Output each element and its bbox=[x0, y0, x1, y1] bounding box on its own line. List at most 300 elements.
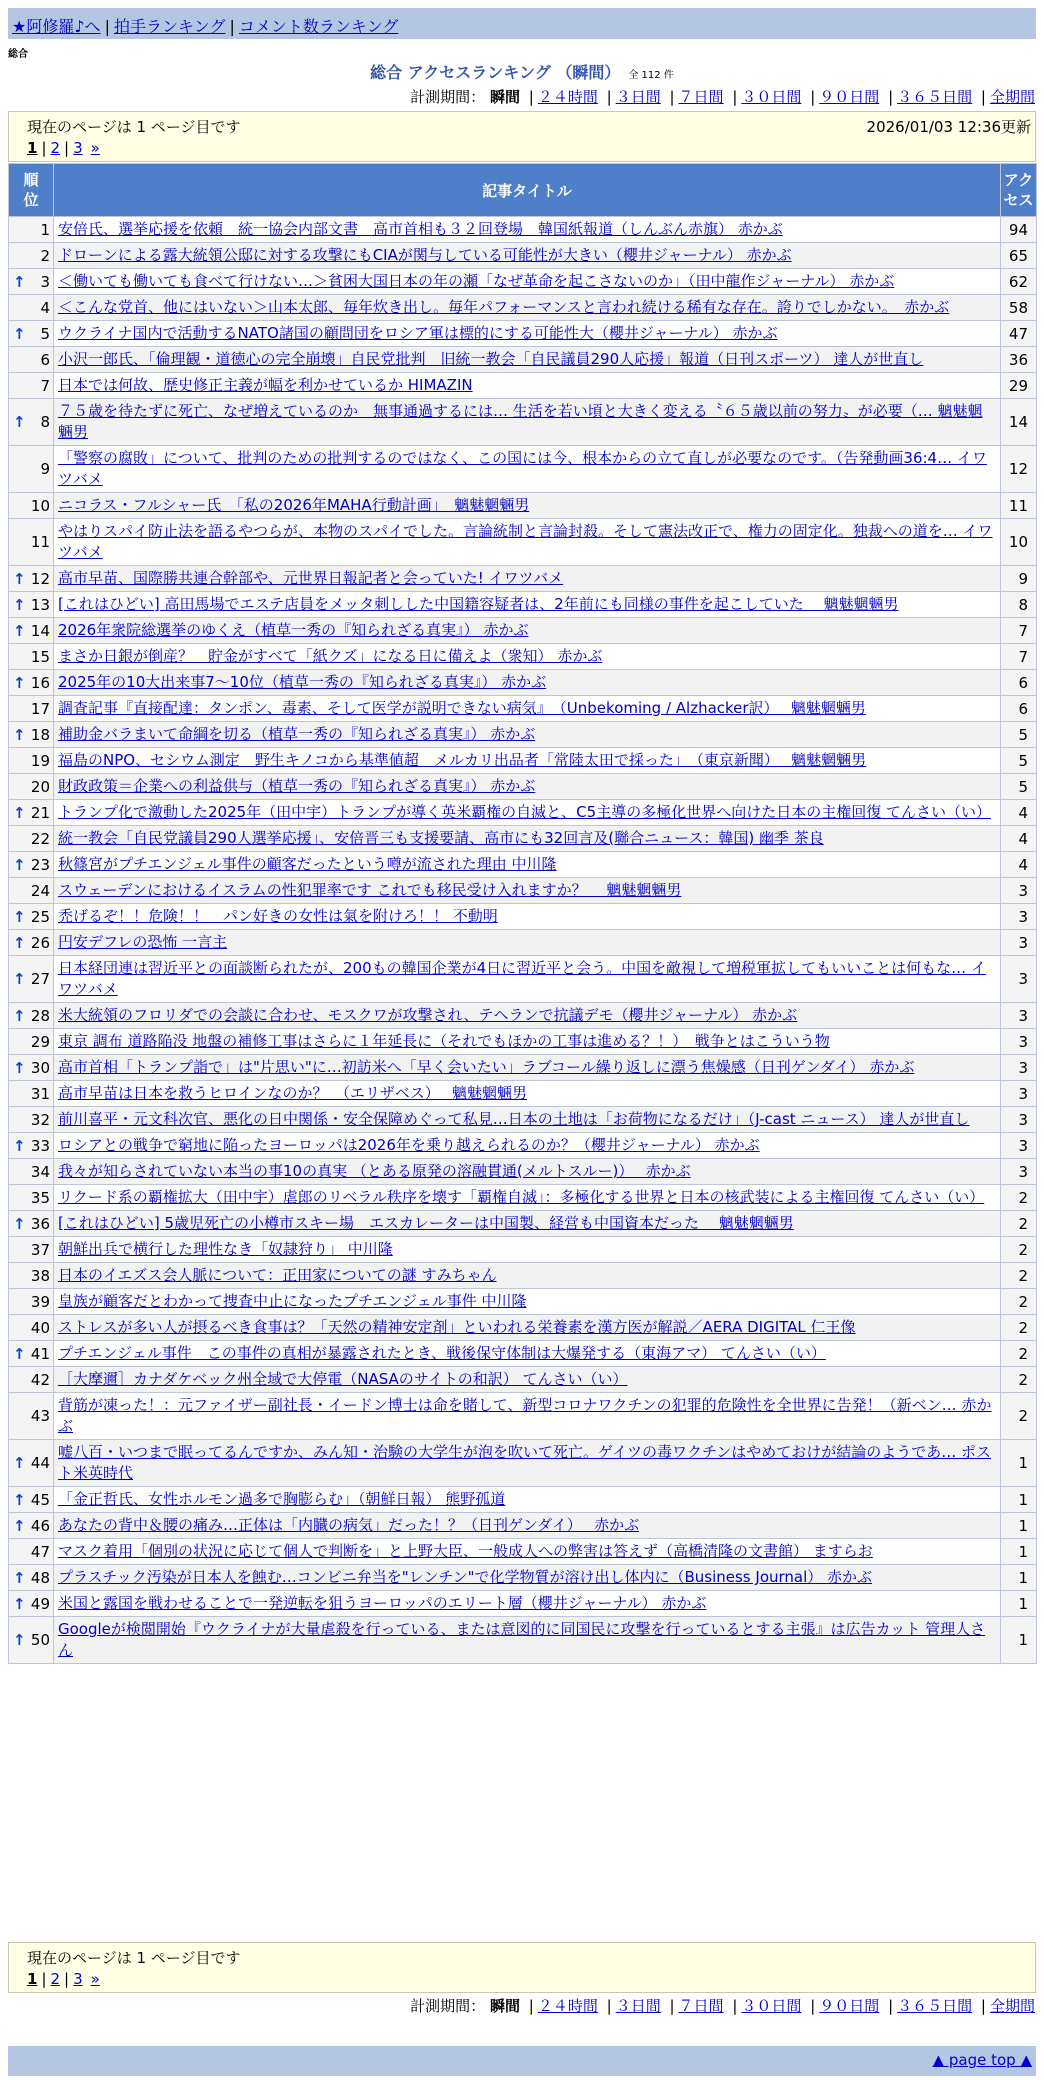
article-title-link[interactable]: 2025年の10大出来事7〜10位（植草一秀の『知られざる真実』） 赤かぶ bbox=[58, 673, 547, 691]
rank-number: 8 bbox=[40, 413, 50, 431]
access-count: 7 bbox=[1001, 644, 1037, 670]
table-row bbox=[9, 1539, 1037, 1565]
table-row bbox=[9, 243, 1037, 269]
up-arrow-icon: ↑ bbox=[13, 725, 26, 744]
access-count: 2 bbox=[1001, 1367, 1037, 1393]
period-option-all[interactable]: 全期間 bbox=[989, 88, 1035, 106]
rank-cell bbox=[9, 644, 54, 670]
table-row bbox=[9, 1081, 1037, 1107]
rank-cell bbox=[9, 774, 54, 800]
rank-cell bbox=[9, 904, 54, 930]
title-cell bbox=[54, 399, 1001, 446]
title-cell bbox=[54, 800, 1001, 826]
access-count: 36 bbox=[1001, 347, 1037, 373]
title-cell bbox=[54, 295, 1001, 321]
table-row bbox=[9, 1003, 1037, 1029]
article-title-link[interactable]: Googleが検閲開始『ウクライナが大量虐殺を行っている、または意図的に同国民に攻撃を行っているとする主張』は広告カット 管理人さん bbox=[58, 1620, 986, 1659]
article-title-link[interactable]: プラスチック汚染が日本人を蝕む…コンビニ弁当を"レンチン"で化学物質が溶け出し体内に（Business Journal） 赤かぶ bbox=[58, 1568, 873, 1586]
access-count: 94 bbox=[1001, 217, 1037, 243]
title-cell bbox=[54, 243, 1001, 269]
title-cell bbox=[54, 644, 1001, 670]
rank-number: 47 bbox=[30, 1542, 50, 1561]
access-count: 65 bbox=[1001, 243, 1037, 269]
title-cell bbox=[54, 1565, 1001, 1591]
article-title-link[interactable]: 前川喜平・元文科次官、悪化の日中関係・安全保障めぐって私見…日本の土地は「お荷物になるだけ」（J-cast ニュース） 達人が世直し bbox=[58, 1110, 970, 1128]
period-selector: 計測期間： 瞬間 | ２４時間 | ３日間 | ７日間 | ３０日間 | ９０日間 | ３６５日間 | 全期間 bbox=[410, 88, 1035, 106]
title-cell bbox=[54, 1055, 1001, 1081]
period-option-7d[interactable]: ７日間 bbox=[678, 1997, 724, 2015]
period-selector-bottom: 計測期間： 瞬間 | ２４時間 | ３日間 | ７日間 | ３０日間 | ９０日間 | ３６５日間 | 全期間 bbox=[410, 1997, 1035, 2015]
period-option-7d[interactable]: ７日間 bbox=[678, 88, 724, 106]
access-count: 4 bbox=[1001, 826, 1037, 852]
access-count: 1 bbox=[1001, 1440, 1037, 1487]
period-option-all[interactable]: 全期間 bbox=[989, 1997, 1035, 2015]
comment-ranking-link[interactable]: コメント数ランキング bbox=[238, 17, 399, 36]
page-link-3[interactable]: 3 bbox=[73, 1970, 83, 1988]
rank-number: 15 bbox=[30, 647, 50, 666]
page-message: 現在のページは 1 ページ目です bbox=[27, 1949, 241, 1967]
title-cell bbox=[54, 852, 1001, 878]
rank-number: 10 bbox=[30, 496, 50, 515]
page-link-3[interactable]: 3 bbox=[73, 139, 83, 157]
title-cell bbox=[54, 1185, 1001, 1211]
ranking-table bbox=[8, 163, 1037, 1664]
rank-number: 44 bbox=[30, 1454, 50, 1472]
article-title-link[interactable]: 財政政策＝企業への利益供与（植草一秀の『知られざる真実』） 赤かぶ bbox=[58, 777, 536, 795]
updated-time: 2026/01/03 12:36更新 bbox=[866, 118, 1031, 136]
title-cell bbox=[54, 1237, 1001, 1263]
table-row bbox=[9, 956, 1037, 1003]
article-title-link[interactable]: スウェーデンにおけるイスラムの性犯罪率です これでも移民受け入れますか？ 魑魅魍魎男 bbox=[58, 881, 682, 899]
title-cell bbox=[54, 1513, 1001, 1539]
rank-number: 9 bbox=[40, 460, 50, 478]
access-count: 3 bbox=[1001, 1029, 1037, 1055]
article-title-link[interactable]: 高市早苗は日本を救うヒロインなのか？ （エリザベス） 魑魅魍魎男 bbox=[58, 1084, 528, 1102]
rank-number: 49 bbox=[30, 1594, 50, 1613]
article-title-link[interactable]: 調査記事『直接配達：タンポン、毒素、そして医学が説明できない病気』 （Unbekoming / Alzhacker訳） 魑魅魍魎男 bbox=[58, 699, 866, 717]
article-title-link[interactable]: マスク着用「個別の状況に応じて個人で判断を」と上野大臣、一般成人への弊害は答えず（高橋清隆の文書館） ますらお bbox=[58, 1542, 873, 1560]
table-row bbox=[9, 904, 1037, 930]
rank-cell bbox=[9, 1315, 54, 1341]
rank-number: 4 bbox=[40, 298, 50, 317]
rank-cell bbox=[9, 1107, 54, 1133]
rank-number: 25 bbox=[30, 907, 50, 926]
rank-number: 1 bbox=[40, 220, 50, 239]
rank-number: 48 bbox=[30, 1568, 50, 1587]
table-row bbox=[9, 670, 1037, 696]
rank-cell bbox=[9, 347, 54, 373]
rank-cell bbox=[9, 1003, 54, 1029]
period-option-365d[interactable]: ３６５日間 bbox=[897, 88, 973, 106]
access-count: 1 bbox=[1001, 1591, 1037, 1617]
access-count: 9 bbox=[1001, 566, 1037, 592]
title-cell bbox=[54, 1393, 1001, 1440]
rank-cell bbox=[9, 618, 54, 644]
period-option-365d[interactable]: ３６５日間 bbox=[897, 1997, 973, 2015]
article-title-link[interactable]: 高市早苗、国際勝共連合幹部や、元世界日報記者と会っていた! イワツバメ bbox=[58, 569, 564, 587]
access-count: 2 bbox=[1001, 1185, 1037, 1211]
access-count: 58 bbox=[1001, 295, 1037, 321]
access-count: 2 bbox=[1001, 1315, 1037, 1341]
access-count: 5 bbox=[1001, 748, 1037, 774]
rank-cell bbox=[9, 1185, 54, 1211]
next-page-link[interactable]: » bbox=[90, 1970, 100, 1988]
access-count: 47 bbox=[1001, 321, 1037, 347]
rank-number: 16 bbox=[30, 673, 50, 692]
article-title-link[interactable]: 補助金バラまいて命綱を切る（植草一秀の『知られざる真実』） 赤かぶ bbox=[58, 725, 536, 743]
title-cell bbox=[54, 722, 1001, 748]
nav-separator: | bbox=[104, 17, 110, 36]
rank-number: 32 bbox=[30, 1110, 50, 1129]
page-top-link[interactable]: ▲ page top ▲ bbox=[932, 2051, 1032, 2069]
article-title-link[interactable]: あなたの背中＆腰の痛み…正体は「内臓の病気」だった！？（日刊ゲンダイ） 赤かぶ bbox=[58, 1516, 640, 1534]
article-title-link[interactable]: 米大統領のフロリダでの会談に合わせ、モスクワが攻撃され、テヘランで抗議デモ（櫻井ジャーナル） 赤かぶ bbox=[58, 1006, 798, 1024]
access-count: 1 bbox=[1001, 1487, 1037, 1513]
article-title-link[interactable]: リクード系の覇権拡大（田中宇）虐郎のリベラル秩序を壊す「覇権自滅」：多極化する世界と日本の核武装による主権回復 てんさい（い） bbox=[58, 1188, 985, 1206]
table-row bbox=[9, 618, 1037, 644]
rank-number: 39 bbox=[30, 1292, 50, 1311]
access-count: 3 bbox=[1001, 1107, 1037, 1133]
rank-cell bbox=[9, 1513, 54, 1539]
rank-cell bbox=[9, 1539, 54, 1565]
table-row bbox=[9, 1341, 1037, 1367]
header-rank: 順位 bbox=[9, 164, 54, 217]
article-title-link[interactable]: トランプ化で激動した2025年（田中宇）トランプが導く英米覇権の自滅と、C5主導の多極化世界へ向けた日本の主権回復 てんさい（い） bbox=[58, 803, 991, 821]
table-row bbox=[9, 566, 1037, 592]
page-link-2[interactable]: 2 bbox=[50, 139, 61, 157]
article-title-link[interactable]: 皇族が顧客だとわかって捜査中止になったプチエンジェル事件 中川隆 bbox=[58, 1292, 527, 1310]
access-count: 3 bbox=[1001, 956, 1037, 1003]
period-current: 瞬間 bbox=[489, 88, 520, 106]
article-title-link[interactable]: 「警察の腐敗」について、批判のための批判するのではなく、この国には今、根本からの立て直しが必要なのです。（告発動画36:4… イワツバメ bbox=[58, 449, 987, 488]
rank-number: 31 bbox=[30, 1084, 50, 1103]
title-cell bbox=[54, 1003, 1001, 1029]
table-row bbox=[9, 1487, 1037, 1513]
article-title-link[interactable]: 小沢一郎氏、「倫理観・道徳心の完全崩壊」自民党批判 旧統一教会「自民議員290人応援」報道（日刊スポーツ） 達人が世直し bbox=[58, 350, 924, 368]
rank-number: 3 bbox=[40, 272, 50, 291]
table-row bbox=[9, 852, 1037, 878]
table-row bbox=[9, 826, 1037, 852]
rank-cell bbox=[9, 1565, 54, 1591]
up-arrow-icon: ↑ bbox=[13, 1136, 26, 1155]
title-cell bbox=[54, 1367, 1001, 1393]
access-count: 62 bbox=[1001, 269, 1037, 295]
title-cell bbox=[54, 1029, 1001, 1055]
rank-number: 46 bbox=[30, 1516, 50, 1535]
table-row bbox=[9, 1315, 1037, 1341]
article-title-link[interactable]: ＜働いても働いても食べて行けない…＞貧困大国日本の年の瀬「なぜ革命を起こさないのか」（田中龍作ジャーナル） 赤かぶ bbox=[58, 272, 895, 290]
period-option-30d[interactable]: ３０日間 bbox=[741, 88, 802, 106]
rank-number: 40 bbox=[30, 1318, 50, 1337]
up-arrow-icon: ↑ bbox=[13, 1006, 26, 1025]
pagination: 1 | 2 | 3 » bbox=[27, 1970, 100, 1988]
article-title-link[interactable]: ドローンによる露大統領公邸に対する攻撃にもCIAが関与している可能性が大きい（櫻井ジャーナル） 赤かぶ bbox=[58, 246, 792, 264]
title-cell bbox=[54, 1440, 1001, 1487]
rank-number: 24 bbox=[30, 881, 50, 900]
table-row bbox=[9, 1393, 1037, 1440]
rank-cell bbox=[9, 930, 54, 956]
rank-cell bbox=[9, 217, 54, 243]
rank-cell bbox=[9, 748, 54, 774]
period-label: 計測期間： bbox=[410, 88, 486, 106]
article-title-link[interactable]: 嘘八百・いつまで眠ってるんですか、みん知・治験の大学生が泡を吹いて死亡。ゲイツの毒ワクチンはやめておけが結論のようであ… ポスト米英時代 bbox=[58, 1443, 991, 1482]
period-option-24h[interactable]: ２４時間 bbox=[537, 1997, 598, 2015]
table-row bbox=[9, 269, 1037, 295]
table-row bbox=[9, 592, 1037, 618]
period-option-90d[interactable]: ９０日間 bbox=[819, 1997, 880, 2015]
up-arrow-icon: ↑ bbox=[13, 855, 26, 874]
table-row bbox=[9, 446, 1037, 493]
title-cell bbox=[54, 1081, 1001, 1107]
article-title-link[interactable]: ロシアとの戦争で窮地に陥ったヨーロッパは2026年を乗り越えられるのか？（櫻井ジャーナル） 赤かぶ bbox=[58, 1136, 760, 1154]
rank-cell bbox=[9, 243, 54, 269]
title-cell bbox=[54, 373, 1001, 399]
access-count: 4 bbox=[1001, 800, 1037, 826]
title-cell bbox=[54, 1487, 1001, 1513]
table-row bbox=[9, 800, 1037, 826]
rank-number: 50 bbox=[30, 1631, 50, 1649]
title-cell bbox=[54, 519, 1001, 566]
article-title-link[interactable]: ＜こんな党首、他にはいない＞山本太郎、毎年炊き出し。毎年パフォーマンスと言われ続ける稀有な存在。誇りでしかない。 赤かぶ bbox=[58, 298, 950, 316]
up-arrow-icon: ↑ bbox=[13, 621, 26, 640]
title-cell bbox=[54, 592, 1001, 618]
rank-cell bbox=[9, 1487, 54, 1513]
up-arrow-icon: ↑ bbox=[13, 933, 26, 952]
rank-cell bbox=[9, 1440, 54, 1487]
access-count: 11 bbox=[1001, 493, 1037, 519]
article-title-link[interactable]: 「金正哲氏、女性ホルモン過多で胸膨らむ」（朝鮮日報） 熊野孤道 bbox=[58, 1490, 506, 1508]
up-arrow-icon: ↑ bbox=[13, 970, 26, 988]
article-title-link[interactable]: 高市首相「トランプ詣で」は"片思い"に…初訪米へ「早く会いたい」ラブコール繰り返しに漂う焦燥感（日刊ゲンダイ） 赤かぶ bbox=[58, 1058, 915, 1076]
title-cell bbox=[54, 1263, 1001, 1289]
article-title-link[interactable]: 我々が知らされていない本当の事10の真実 （とある原発の溶融貫通(メルトスルー)） 赤かぶ bbox=[58, 1162, 691, 1180]
rank-cell bbox=[9, 269, 54, 295]
title-cell bbox=[54, 1159, 1001, 1185]
rank-number: 35 bbox=[30, 1188, 50, 1207]
article-title-link[interactable]: 背筋が凍った！：元ファイザー副社長・イードン博士は命を賭して、新型コロナワクチンの犯罪的危険性を全世界に告発！（新ベン… 赤かぶ bbox=[58, 1396, 992, 1435]
table-row bbox=[9, 1513, 1037, 1539]
table-row bbox=[9, 493, 1037, 519]
table-row bbox=[9, 295, 1037, 321]
title-cell bbox=[54, 217, 1001, 243]
up-arrow-icon: ↑ bbox=[13, 1344, 26, 1363]
access-count: 7 bbox=[1001, 618, 1037, 644]
table-row bbox=[9, 1263, 1037, 1289]
access-count: 10 bbox=[1001, 519, 1037, 566]
title-cell bbox=[54, 321, 1001, 347]
up-arrow-icon: ↑ bbox=[13, 595, 26, 614]
access-count: 3 bbox=[1001, 1055, 1037, 1081]
table-row bbox=[9, 1055, 1037, 1081]
rank-cell bbox=[9, 493, 54, 519]
up-arrow-icon: ↑ bbox=[13, 1058, 26, 1077]
access-count: 3 bbox=[1001, 878, 1037, 904]
article-title-link[interactable]: 日本のイエズス会人脈について：正田家についての謎 すみちゃん bbox=[58, 1266, 497, 1284]
article-title-link[interactable]: ウクライナ国内で活動するNATO諸国の顧問団をロシア軍は標的にする可能性大（櫻井ジャーナル） 赤かぶ bbox=[58, 324, 778, 342]
article-title-link[interactable]: ［大摩邇］カナダケベック州全域で大停電（NASAのサイトの和訳） てんさい（い） bbox=[58, 1370, 628, 1388]
up-arrow-icon: ↑ bbox=[13, 803, 26, 822]
period-option-3d[interactable]: ３日間 bbox=[615, 88, 661, 106]
rank-cell bbox=[9, 1237, 54, 1263]
rank-number: 27 bbox=[30, 970, 50, 988]
up-arrow-icon: ↑ bbox=[13, 324, 26, 343]
up-arrow-icon: ↑ bbox=[13, 907, 26, 926]
access-count: 5 bbox=[1001, 774, 1037, 800]
period-option-3d[interactable]: ３日間 bbox=[615, 1997, 661, 2015]
access-count: 2 bbox=[1001, 1211, 1037, 1237]
rank-number: 18 bbox=[30, 725, 50, 744]
rank-cell bbox=[9, 956, 54, 1003]
page-current: 1 bbox=[27, 139, 38, 157]
period-current: 瞬間 bbox=[489, 1997, 520, 2015]
access-count: 1 bbox=[1001, 1539, 1037, 1565]
up-arrow-icon: ↑ bbox=[13, 1490, 26, 1509]
article-title-link[interactable]: ニコラス・フルシャー氏 「私の2026年MAHA行動計画」 魑魅魍魎男 bbox=[58, 496, 530, 514]
title-cell bbox=[54, 930, 1001, 956]
rank-cell bbox=[9, 1289, 54, 1315]
period-option-30d[interactable]: ３０日間 bbox=[741, 1997, 802, 2015]
rank-number: 29 bbox=[30, 1032, 50, 1051]
access-count: 6 bbox=[1001, 670, 1037, 696]
header-title: 記事タイトル bbox=[54, 164, 1001, 217]
table-row bbox=[9, 217, 1037, 243]
rank-number: 17 bbox=[30, 699, 50, 718]
title-cell bbox=[54, 446, 1001, 493]
page-title-row bbox=[0, 60, 1044, 83]
rank-number: 14 bbox=[30, 621, 50, 640]
up-arrow-icon: ↑ bbox=[13, 1214, 26, 1233]
access-count: 5 bbox=[1001, 722, 1037, 748]
article-title-link[interactable]: 日本経団連は習近平との面談断られたが、200もの韓国企業が4日に習近平と会う。中国を敵視して増税軍拡してもいいことは何もな… イワツバメ bbox=[58, 959, 986, 998]
rank-cell bbox=[9, 519, 54, 566]
article-title-link[interactable]: 安倍氏、選挙応援を依頼 統一協会内部文書 高市首相も３２回登場 韓国紙報道（しんぶん赤旗） 赤かぶ bbox=[58, 220, 783, 238]
article-title-link[interactable]: [これはひどい] 高田馬場でエステ店員をメッタ刺しした中国籍容疑者は、2年前にも同様の事件を起こしていた 魑魅魍魎男 bbox=[58, 595, 899, 613]
article-title-link[interactable]: まさか日銀が倒産？ 貯金がすべて「紙クズ」になる日に備えよ（衆知） 赤かぶ bbox=[58, 647, 603, 665]
title-cell bbox=[54, 1289, 1001, 1315]
page-link-2[interactable]: 2 bbox=[50, 1970, 61, 1988]
article-title-link[interactable]: 秋篠宮がプチエンジェル事件の顧客だったという噂が流された理由 中川隆 bbox=[58, 855, 557, 873]
header-access: アクセス bbox=[1001, 164, 1037, 217]
access-count: 1 bbox=[1001, 1565, 1037, 1591]
title-cell bbox=[54, 269, 1001, 295]
rank-number: 13 bbox=[30, 595, 50, 614]
table-row bbox=[9, 1185, 1037, 1211]
top-nav-bar bbox=[8, 8, 1036, 39]
article-title-link[interactable]: 東京 調布 道路陥没 地盤の補修工事はさらに１年延長に（それでもほかの工事は進める？！） 戦争とはこういう物 bbox=[58, 1032, 830, 1050]
rank-cell bbox=[9, 399, 54, 446]
rank-number: 43 bbox=[30, 1407, 50, 1425]
article-title-link[interactable]: 円安デフレの恐怖 一言主 bbox=[58, 933, 228, 951]
title-cell bbox=[54, 670, 1001, 696]
table-row bbox=[9, 1211, 1037, 1237]
rank-number: 22 bbox=[30, 829, 50, 848]
table-row bbox=[9, 321, 1037, 347]
article-title-link[interactable]: やはりスパイ防止法を語るやつらが、本物のスパイでした。言論統制と言論封殺。そして憲法改正で、権力の固定化。独裁への道を… イワツバメ bbox=[58, 522, 993, 561]
rank-cell bbox=[9, 1591, 54, 1617]
next-page-link[interactable]: » bbox=[90, 139, 100, 157]
rank-cell bbox=[9, 852, 54, 878]
title-cell bbox=[54, 1617, 1001, 1664]
rank-cell bbox=[9, 722, 54, 748]
up-arrow-icon: ↑ bbox=[13, 1631, 26, 1649]
access-count: 3 bbox=[1001, 904, 1037, 930]
title-cell bbox=[54, 748, 1001, 774]
table-row bbox=[9, 1289, 1037, 1315]
article-title-link[interactable]: 2026年衆院総選挙のゆくえ（植草一秀の『知られざる真実』） 赤かぶ bbox=[58, 621, 529, 639]
rank-cell bbox=[9, 446, 54, 493]
clap-ranking-link[interactable]: 拍手ランキング bbox=[113, 17, 226, 36]
access-count: 6 bbox=[1001, 696, 1037, 722]
article-title-link[interactable]: 福島のNPO、セシウム測定 野生キノコから基準値超 メルカリ出品者「常陸太田で採った」 （東京新聞） 魑魅魍魎男 bbox=[58, 751, 867, 769]
page-message: 現在のページは 1 ページ目です bbox=[27, 118, 241, 136]
table-row bbox=[9, 930, 1037, 956]
title-cell bbox=[54, 1211, 1001, 1237]
rank-number: 30 bbox=[30, 1058, 50, 1077]
article-title-link[interactable]: 禿げるぞ！！危険！！ パン好きの女性は氣を附けろ！！ 不動明 bbox=[58, 907, 498, 925]
article-title-link[interactable]: プチエンジェル事件 この事件の真相が暴露されたとき、戦後保守体制は大爆発する（東海アマ） てんさい（い） bbox=[58, 1344, 826, 1362]
article-title-link[interactable]: 朝鮮出兵で横行した理性なき「奴隷狩り」 中川隆 bbox=[58, 1240, 393, 1258]
article-title-link[interactable]: ストレスが多い人が摂るべき食事は？「天然の精神安定剤」といわれる栄養素を漢方医が解説／AERA DIGITAL 仁王像 bbox=[58, 1318, 856, 1336]
article-title-link[interactable]: [これはひどい] 5歳児死亡の小樽市スキー場 エスカレーターは中国製、経営も中国資本だった 魑魅魍魎男 bbox=[58, 1214, 794, 1232]
access-count: 3 bbox=[1001, 1081, 1037, 1107]
total-count: 全 112 件 bbox=[628, 70, 674, 81]
up-arrow-icon: ↑ bbox=[13, 1568, 26, 1587]
rank-number: 2 bbox=[40, 246, 50, 265]
rank-number: 41 bbox=[30, 1344, 50, 1363]
home-link[interactable]: ★阿修羅♪へ bbox=[12, 17, 101, 36]
rank-cell bbox=[9, 1159, 54, 1185]
table-row bbox=[9, 347, 1037, 373]
table-row bbox=[9, 644, 1037, 670]
rank-number: 21 bbox=[30, 803, 50, 822]
access-count: 29 bbox=[1001, 373, 1037, 399]
period-label: 計測期間： bbox=[410, 1997, 486, 2015]
title-cell bbox=[54, 1591, 1001, 1617]
rank-cell bbox=[9, 1211, 54, 1237]
table-row bbox=[9, 878, 1037, 904]
rank-cell bbox=[9, 1081, 54, 1107]
title-cell bbox=[54, 826, 1001, 852]
title-cell bbox=[54, 1107, 1001, 1133]
up-arrow-icon: ↑ bbox=[13, 1594, 26, 1613]
page-title: 総合 アクセスランキング （瞬間） bbox=[370, 63, 621, 82]
table-row bbox=[9, 1565, 1037, 1591]
rank-number: 34 bbox=[30, 1162, 50, 1181]
access-count: 3 bbox=[1001, 1133, 1037, 1159]
access-count: 1 bbox=[1001, 1617, 1037, 1664]
article-title-link[interactable]: ７５歳を待たずに死亡、なぜ増えているのか 無事通過するには… 生活を若い頃と大きく変える〝６５歳以前の努力〟が必要（… 魑魅魍魎男 bbox=[58, 402, 983, 441]
table-row bbox=[9, 748, 1037, 774]
article-title-link[interactable]: 日本では何故、歴史修正主義が幅を利かせているか HIMAZIN bbox=[58, 376, 473, 394]
title-cell bbox=[54, 493, 1001, 519]
rank-cell bbox=[9, 878, 54, 904]
bottom-bar bbox=[8, 2046, 1036, 2076]
paging-box-bottom bbox=[8, 1942, 1036, 1993]
period-option-90d[interactable]: ９０日間 bbox=[819, 88, 880, 106]
article-title-link[interactable]: 米国と露国を戦わせることで一発逆転を狙うヨーロッパのエリート層（櫻井ジャーナル） 赤かぶ bbox=[58, 1594, 707, 1612]
article-title-link[interactable]: 統一教会「自民党議員290人選挙応援」、安倍晋三も支援要請、高市にも32回言及(聯合ニュース：韓国) 幽季 茶良 bbox=[58, 829, 824, 847]
table-row bbox=[9, 373, 1037, 399]
up-arrow-icon: ↑ bbox=[13, 673, 26, 692]
rank-number: 28 bbox=[30, 1006, 50, 1025]
rank-number: 7 bbox=[40, 376, 50, 395]
rank-cell bbox=[9, 1341, 54, 1367]
access-count: 1 bbox=[1001, 1513, 1037, 1539]
rank-number: 38 bbox=[30, 1266, 50, 1285]
period-option-24h[interactable]: ２４時間 bbox=[537, 88, 598, 106]
table-row bbox=[9, 1617, 1037, 1664]
page-current: 1 bbox=[27, 1970, 38, 1988]
